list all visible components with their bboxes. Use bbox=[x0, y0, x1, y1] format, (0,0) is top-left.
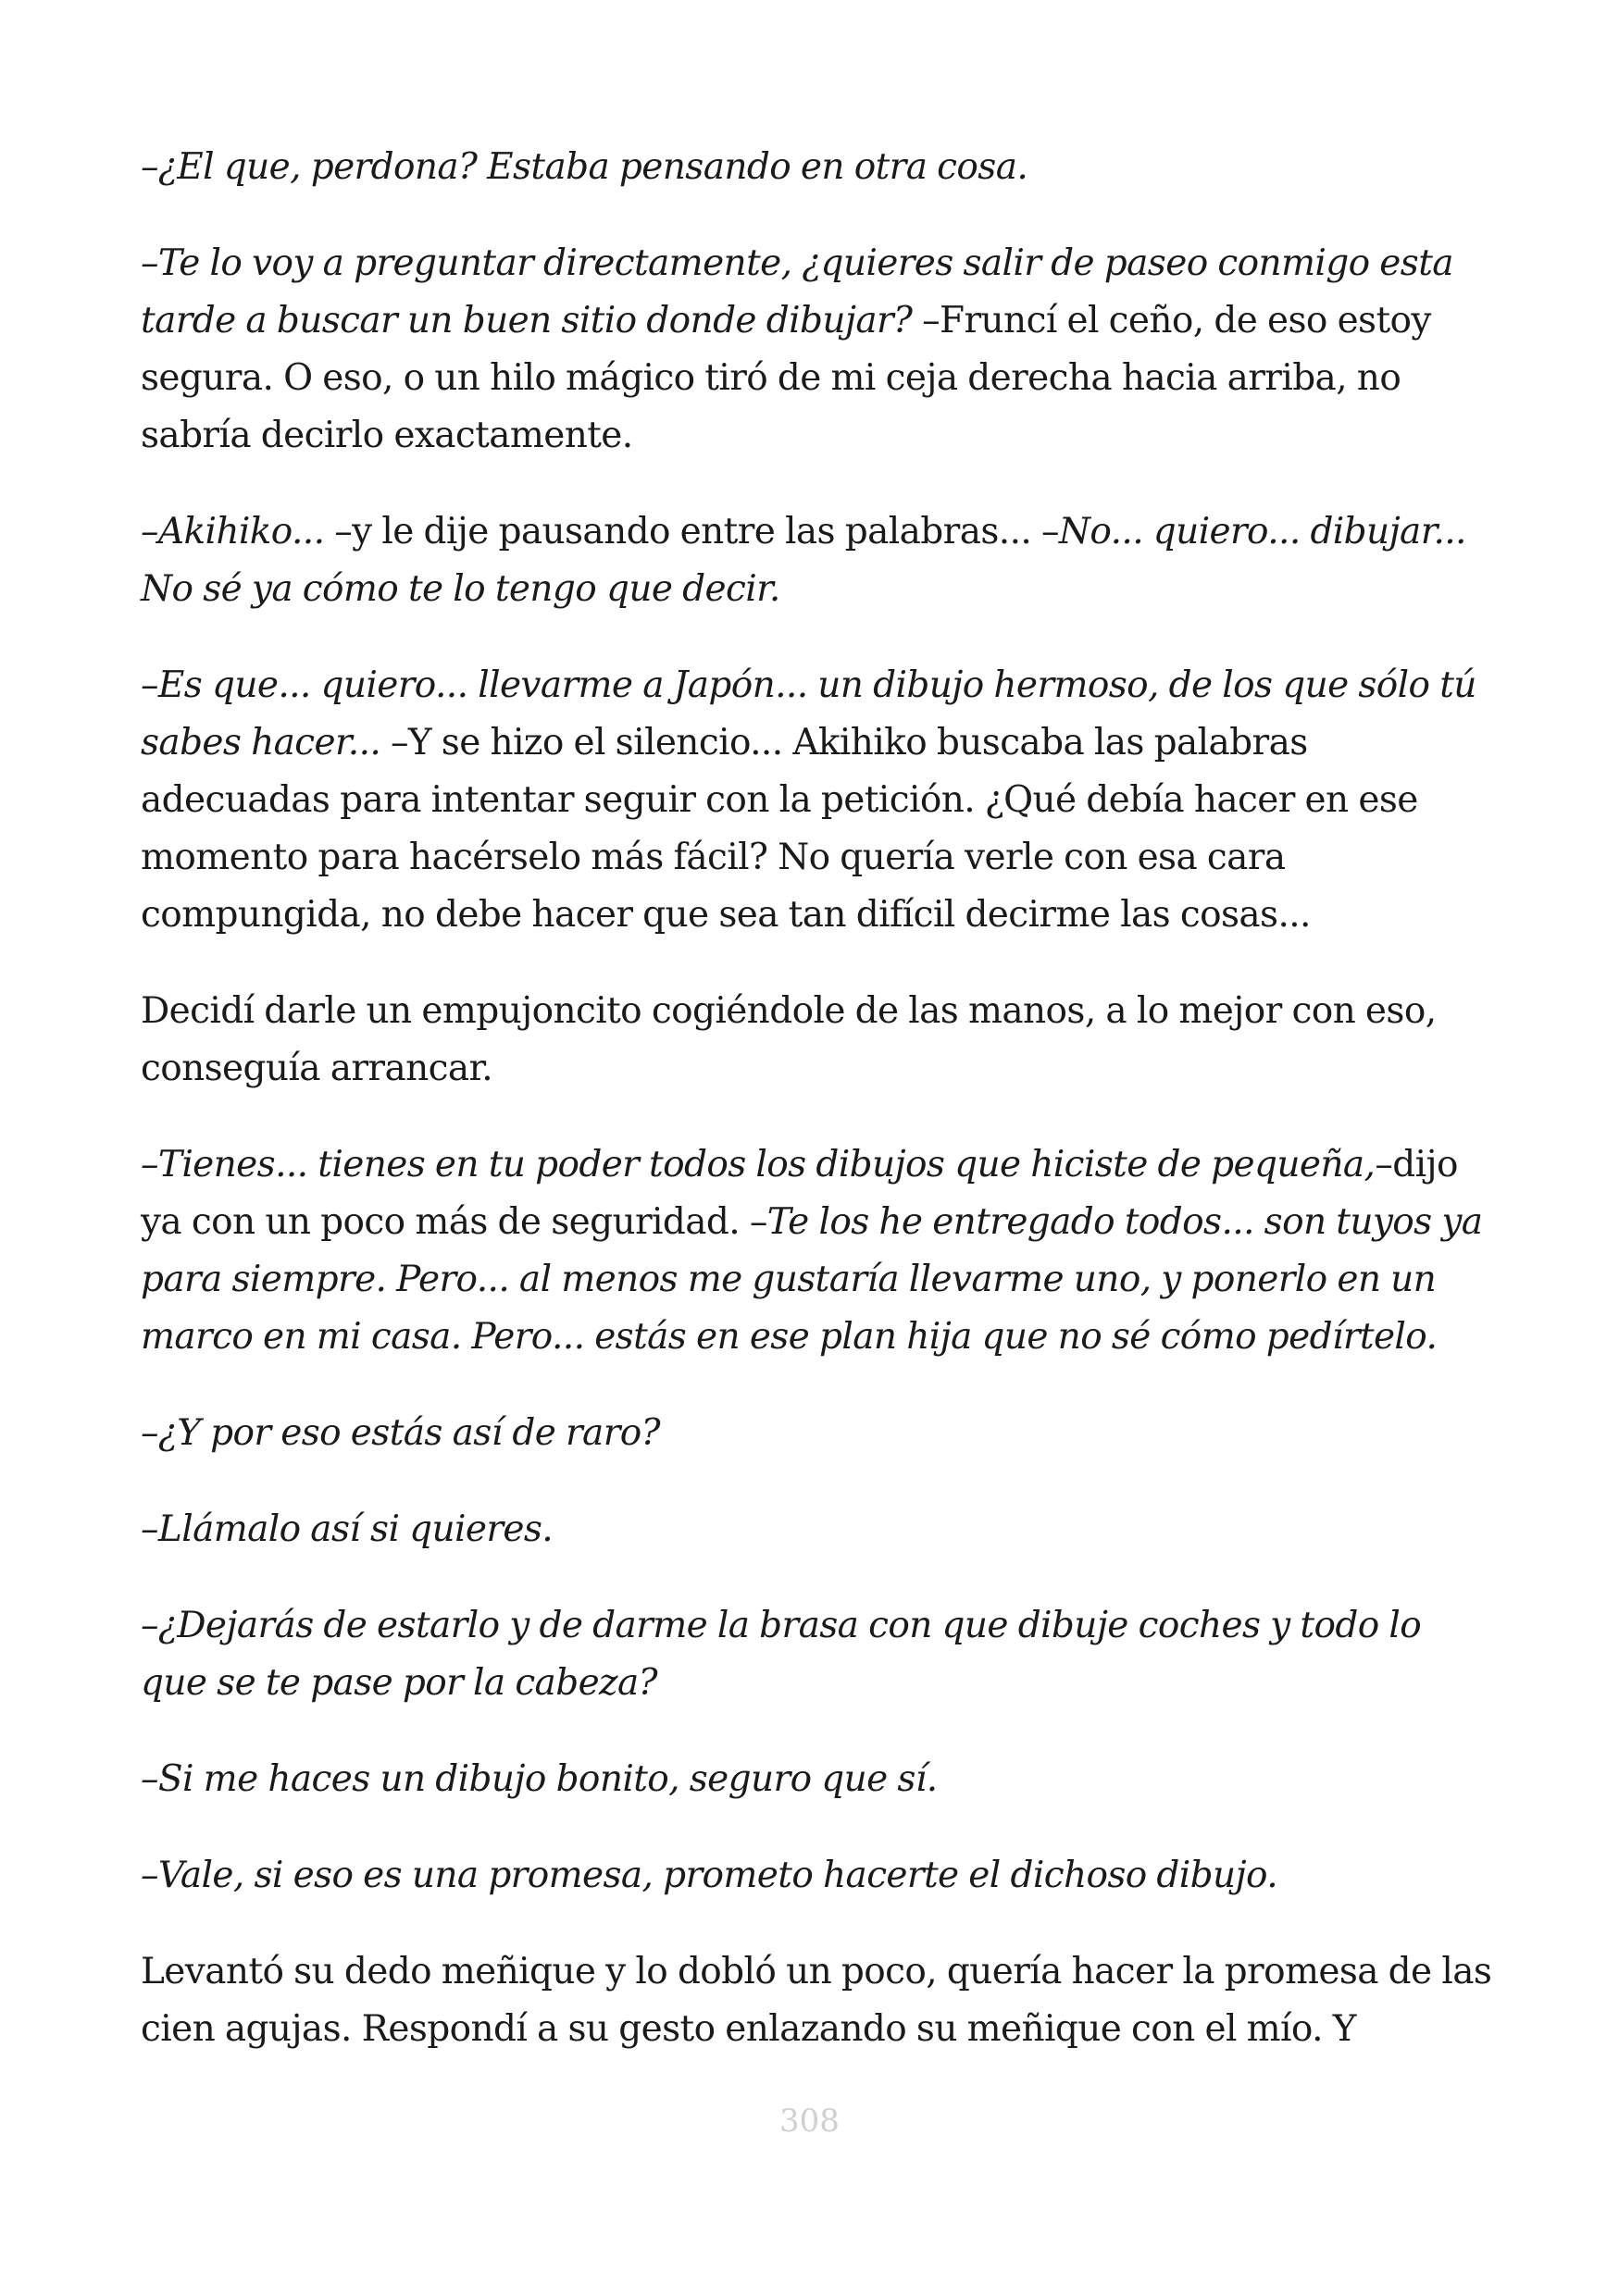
dialogue-text: –¿Y por eso estás así de raro? bbox=[141, 1412, 660, 1454]
paragraph-9 bbox=[141, 1597, 1492, 1712]
narration-text: –Fruncí el ceño, de eso estoy segura. O eso, o un hilo mágico tiró de mi ceja derecha hacia arriba, no sabría decirlo exactamente. bbox=[141, 300, 1431, 456]
dialogue-text: –Vale, si eso es una promesa, prometo hacerte el dichoso dibujo. bbox=[141, 1855, 1278, 1896]
paragraph-2 bbox=[141, 235, 1492, 465]
dialogue-text: –Si me haces un dibujo bonito, seguro que sí. bbox=[141, 1758, 938, 1800]
dialogue-text: –Es que... quiero... llevarme a Japón... un dibujo hermoso, de los que sólo tú sabes hacer... bbox=[141, 664, 1476, 763]
dialogue-text: –Llámalo así si quieres. bbox=[141, 1508, 554, 1550]
paragraph-5 bbox=[141, 983, 1492, 1098]
paragraph-11 bbox=[141, 1847, 1492, 1905]
paragraph-10 bbox=[141, 1751, 1492, 1808]
dialogue-text: No... quiero... dibujar... No sé ya cómo te lo tengo que decir. bbox=[141, 511, 1466, 610]
narration-text: –Y se hizo el silencio... Akihiko buscaba las palabras adecuadas para intentar seguir con la petición. ¿Qué debía hacer en ese momento para hacérselo más fácil? No quería verle con esa cara compungida, no debe hacer que sea tan difícil decirme las cosas... bbox=[141, 722, 1418, 936]
paragraph-3 bbox=[141, 503, 1492, 618]
narration-text: Decidí darle un empujoncito cogiéndole de las manos, a lo mejor con eso, conseguía arrancar. bbox=[141, 990, 1437, 1089]
dialogue-text: Te los he entregado todos... son tuyos ya para siempre. Pero... al menos me gustaría llevarme uno, y ponerlo en un marco en mi casa. Pero... estás en ese plan hija que no sé cómo pedírtelo. bbox=[141, 1201, 1483, 1358]
paragraph-6 bbox=[141, 1136, 1492, 1366]
narration-text: Levantó su dedo meñique y lo dobló un poco, quería hacer la promesa de las cien agujas. Respondí a su gesto enlazando su meñique con el mío. Y bbox=[141, 1951, 1492, 2050]
dialogue-text: –¿El que, perdona? Estaba pensando en otra cosa. bbox=[141, 146, 1028, 188]
dialogue-text: –Tienes... tienes en tu poder todos los dibujos que hiciste de pequeña, bbox=[141, 1144, 1376, 1185]
paragraph-12 bbox=[141, 1943, 1492, 2058]
paragraph-1 bbox=[141, 139, 1492, 196]
dialogue-text: –Te lo voy a preguntar directamente, ¿quieres salir de paseo conmigo esta tarde a buscar un buen sitio donde dibujar? bbox=[141, 242, 1453, 341]
paragraph-4 bbox=[141, 657, 1492, 944]
dialogue-text: –¿Dejarás de estarlo y de darme la brasa con que dibuje coches y todo lo que se te pase por la cabeza? bbox=[141, 1605, 1422, 1704]
page-number: 308 bbox=[779, 2103, 840, 2140]
narration-text: –dijo ya con un poco más de seguridad. – bbox=[141, 1144, 1458, 1243]
paragraph-8 bbox=[141, 1501, 1492, 1558]
narration-text: –y le dije pausando entre las palabras... – bbox=[324, 511, 1059, 552]
dialogue-text: –Akihiko... bbox=[141, 511, 325, 552]
paragraph-7 bbox=[141, 1405, 1492, 1462]
page-body bbox=[141, 139, 1492, 2097]
